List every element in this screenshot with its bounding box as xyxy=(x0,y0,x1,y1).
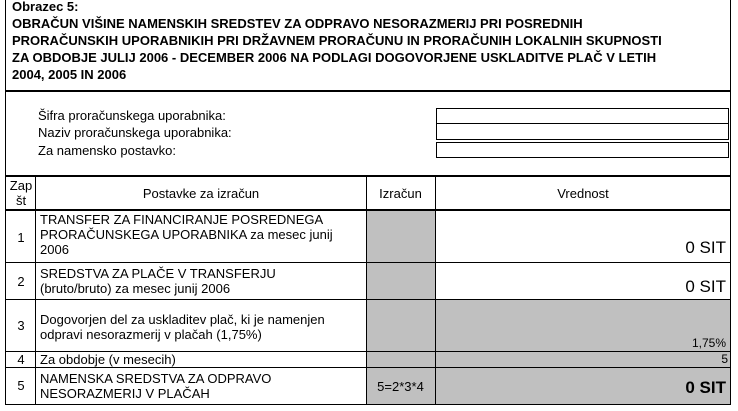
row3-shade xyxy=(366,300,730,351)
row2-line xyxy=(5,299,731,300)
row2-value: 0 SIT xyxy=(685,277,726,296)
naziv-field[interactable] xyxy=(436,124,729,140)
col-header-vrednost: Vrednost xyxy=(557,186,609,201)
row5-text: NAMENSKA SREDSTVA ZA ODPRAVO NESORAZMERIJ V PLAČAH xyxy=(40,371,272,401)
col-header-zap xyxy=(7,178,35,208)
row1-number: 1 xyxy=(17,230,25,245)
row5-number: 5 xyxy=(17,378,25,393)
row2-number: 2 xyxy=(17,274,25,289)
row1-calc-shade xyxy=(366,210,435,262)
naziv-label: Naziv proračunskega uporabnika: xyxy=(38,125,232,140)
row4-line xyxy=(5,367,731,368)
header-row-line xyxy=(5,209,731,211)
row2-text: SREDSTVA ZA PLAČE V TRANSFERJU (bruto/bruto) za mesec junij 2006 xyxy=(40,266,276,296)
form-title-line-4: 2004, 2005 IN 2006 xyxy=(12,67,127,82)
header-divider xyxy=(5,90,731,92)
col-header-zap-line1: Zap xyxy=(9,178,33,193)
row1-line xyxy=(5,262,731,263)
row2-calc-shade xyxy=(366,263,435,299)
row3-value: 1,75% xyxy=(691,336,726,350)
namensko-label: Za namensko postavko: xyxy=(38,143,177,158)
row4-number: 4 xyxy=(17,352,25,367)
form-title-line-2: PRORAČUNSKIH UPORABNIKIH PRI DRŽAVNEM PRORAČUNU IN PRORAČUNIH LOKALNIH SKUPNOSTI xyxy=(12,33,662,48)
row4-text: Za obdobje (v mesecih) xyxy=(40,352,176,367)
col-header-izracun: Izračun xyxy=(379,186,422,201)
info-divider xyxy=(5,175,731,177)
row3-number: 3 xyxy=(17,318,25,333)
col-header-postavke: Postavke za izračun xyxy=(142,186,260,201)
row5-calc: 5=2*3*4 xyxy=(377,379,424,394)
row1-text: TRANSFER ZA FINANCIRANJE POSREDNEGA PRORAČUNSKEGA UPORABNIKA za mesec junij 2006 xyxy=(40,212,333,257)
row4-value: 5 xyxy=(721,352,728,366)
sifra-label: Šifra proračunskega uporabnika: xyxy=(38,108,226,123)
row3-text: Dogovorjen del za uskladitev plač, ki je namenjen odpravi nesorazmerij v plačah (1,75%) xyxy=(40,312,325,342)
row5-value: 0 SIT xyxy=(685,378,726,397)
form-header xyxy=(12,0,727,83)
form-number: Obrazec 5: xyxy=(12,0,79,14)
form-title-line-3: ZA OBDOBJE JULIJ 2006 - DECEMBER 2006 NA PODLAGI DOGOVORJENE USKLADITVE PLAČ V LETIH xyxy=(12,50,657,65)
form-title-line-1: OBRAČUN VIŠINE NAMENSKIH SREDSTEV ZA ODPRAVO NESORAZMERIJ PRI POSREDNIH xyxy=(12,16,583,31)
col-header-zap-line2: št xyxy=(15,193,27,208)
sifra-field[interactable] xyxy=(436,108,729,124)
row1-value: 0 SIT xyxy=(685,238,726,257)
row4-shade xyxy=(366,352,730,367)
namensko-field[interactable] xyxy=(436,142,729,158)
